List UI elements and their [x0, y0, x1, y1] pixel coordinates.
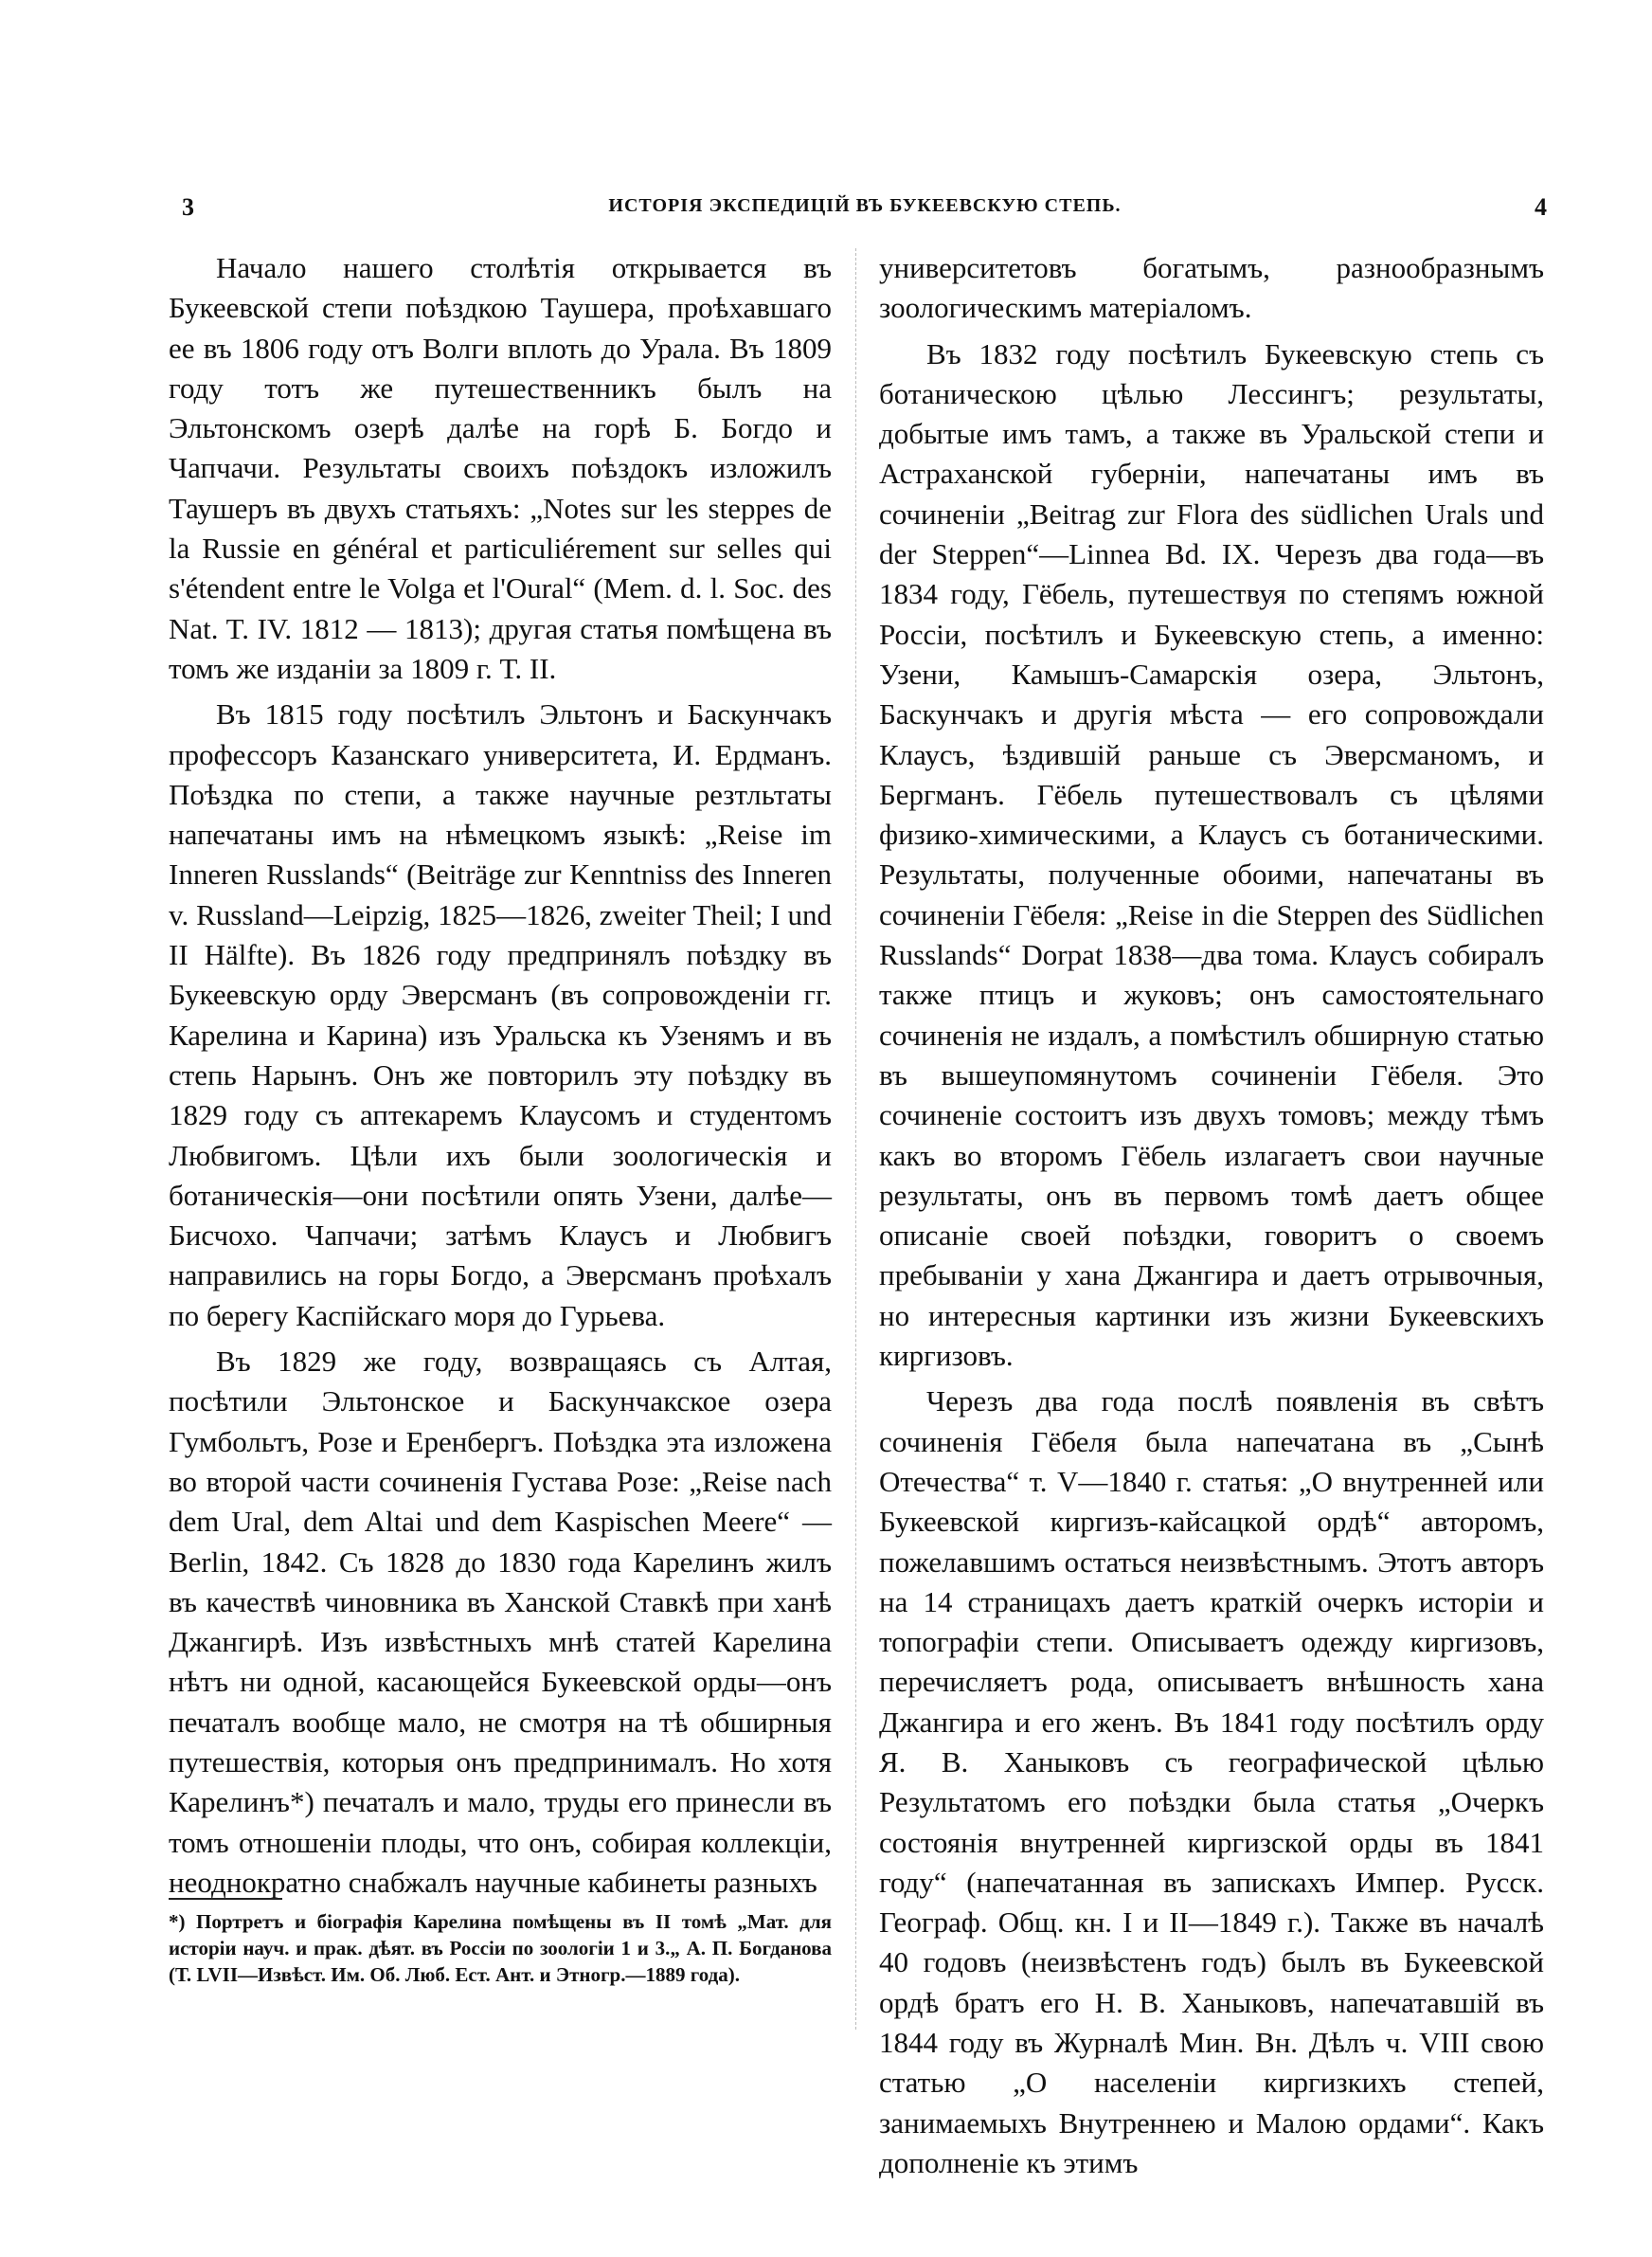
footnote-rule — [169, 1898, 282, 1900]
running-title: ИСТОРІЯ ЭКСПЕДИЦІЙ ВЪ БУКЕЕВСКУЮ СТЕПЬ. — [608, 195, 1122, 216]
column-divider — [855, 248, 856, 2030]
right-paragraph-1: университетовъ богатымъ, разнообразнымъ зоологическимъ матеріаломъ. — [879, 251, 1544, 325]
left-paragraph-3: Въ 1829 же году, возвращаясь съ Алтая, посѣтили Эльтонское и Баскунчакское озера Гумбольтъ, Розе и Еренбергъ. Поѣздка эта изложена во второй части сочиненія Густава Розе: „Reise nach dem Ural, dem Altai und dem Kaspischen Meere“ — Berlin, 1842. Съ 1828 до 1830 года Карелинъ жилъ въ качествѣ чиновника въ Ханской Ставкѣ при ханѣ Джангирѣ. Изъ извѣстныхъ мнѣ статей Карелина нѣтъ ни одной, касающейся Букеевской орды—онъ печаталъ вообще мало, не смотря на тѣ обширныя путешествія, которыя онъ предпринималъ. Но хотя Карелинъ*) печаталъ и мало, труды его принесли въ томъ отношеніи плоды, что онъ, собирая коллекціи, неоднократно снабжалъ научные кабинеты разныхъ — [169, 1345, 832, 1899]
running-header — [182, 193, 1548, 231]
footnote: *) Портретъ и біографія Карелина помѣщены въ II томѣ „Мат. для исторіи науч. и прак. дѣят. въ Россіи по зоологіи 1 и 3.„ А. П. Богданова (Т. LVII—Извѣст. Им. Об. Люб. Ест. Ант. и Этногр.—1889 года). — [169, 1910, 832, 1986]
page-number-left: 3 — [182, 193, 195, 221]
right-paragraph-2: Въ 1832 году посѣтилъ Букеевскую степь съ ботаническою цѣлью Лессингъ; результаты, добытые имъ тамъ, а также въ Уральской степи и Астраханской губерніи, напечатаны имъ въ сочиненіи „Beitrag zur Flora des südlichen Urals und der Steppen“—Linnea Bd. IX. Черезъ два года—въ 1834 году, Гёбель, путешествуя по степямъ южной Россіи, посѣтилъ и Букеевскую степь, а именно: Узени, Камышъ-Самарскія озера, Эльтонъ, Баскунчакъ и другія мѣста — его сопровождали Клаусъ, ѣздившій раньше съ Эверсманомъ, и Бергманъ. Гёбель путешествовалъ съ цѣлями физико-химическими, а Клаусъ съ ботаническими. Результаты, полученные обоими, напечатаны въ сочиненіи Гёбеля: „Reise in die Steppen des Südlichen Russlands“ Dorpat 1838—два тома. Клаусъ собиралъ также птицъ и жуковъ; онъ самостоятельнаго сочиненія не издалъ, а помѣстилъ обширную статью въ вышеупомянутомъ сочиненіи Гёбеля. Это сочиненіе состоитъ изъ двухъ томовъ; между тѣмъ какъ во второмъ Гёбель излагаетъ свои научные результаты, онъ въ первомъ томѣ даетъ общее описаніе своей поѣздки, говоритъ о своемъ пребываніи у хана Джангира и даетъ отрывочныя, но интересныя картинки изъ жизни Букеевскихъ киргизовъ. — [879, 336, 1544, 1373]
right-paragraph-3: Черезъ два года послѣ появленія въ свѣтъ сочиненія Гёбеля была напечатана въ „Сынѣ Отечества“ т. V—1840 г. статья: „О внутренней или Букеевской киргизъ-кайсацкой ордѣ“ авторомъ, пожелавшимъ остаться неизвѣстнымъ. Этотъ авторъ на 14 страницахъ даетъ краткій очеркъ исторіи и топографіи степи. Описываетъ одежду киргизовъ, перечисляетъ рода, описываетъ внѣшность хана Джангира и его женъ. Въ 1841 году посѣтилъ орду Я. В. Ханыковъ съ географической цѣлью Результатомъ его поѣздки была статья „Очеркъ состоянія внутренней киргизской орды въ 1841 году“ (напечатанная въ запискахъ Импер. Русск. Географ. Общ. кн. I и II—1849 г.). Также въ началѣ 40 годовъ (неизвѣстенъ годъ) былъ въ Букеевской ордѣ братъ его Н. В. Ханыковъ, напечатавшій въ 1844 году въ Журналѣ Мин. Вн. Дѣлъ ч. VIII свою статью „О населеніи киргизкихъ степей, занимаемыхъ Внутреннею и Малою ордами“. Какъ дополненіе къ этимъ — [879, 1384, 1544, 2179]
left-column — [169, 248, 832, 1903]
right-column — [879, 248, 1544, 2183]
left-paragraph-1: Начало нашего столѣтія открывается въ Букеевской степи поѣздкою Таушера, проѣхавшаго ее въ 1806 году отъ Волги вплоть до Урала. Въ 1809 году тотъ же путешественникъ былъ на Эльтонскомъ озерѣ далѣе на горѣ Б. Богдо и Чапчачи. Результаты своихъ поѣздокъ изложилъ Таушеръ въ двухъ статьяхъ: „Notes sur les steppes de la Russie en général et particuliérement sur selles qui s'étendent entre le Volga et l'Oural“ (Mem. d. l. Soc. des Nat. T. IV. 1812 — 1813); другая статья помѣщена въ томъ же изданіи за 1809 г. Т. II. — [169, 251, 832, 685]
page-number-right: 4 — [1535, 193, 1548, 221]
left-paragraph-2: Въ 1815 году посѣтилъ Эльтонъ и Баскунчакъ профессоръ Казанскаго университета, И. Ердманъ. Поѣздка по степи, а также научные резтльтаты напечатаны имъ на нѣмецкомъ языкѣ: „Reise im Inneren Russlands“ (Beiträge zur Kenntniss des Inneren v. Russland—Leipzig, 1825—1826, zweiter Theil; I und II Hälfte). Въ 1826 году предпринялъ поѣздку въ Букеевскую орду Эверсманъ (въ сопровожденіи гг. Карелина и Карина) изъ Уральска къ Узенямъ и въ степь Нарынъ. Онъ же повторилъ эту поѣздку въ 1829 году съ аптекаремъ Клаусомъ и студентомъ Любвигомъ. Цѣли ихъ были зоологическія и ботаническія—они посѣтили опять Узени, далѣе—Бисчохо. Чапчачи; затѣмъ Клаусъ и Любвигъ направились на горы Богдо, а Эверсманъ проѣхалъ по берегу Каспійскаго моря до Гурьева. — [169, 697, 832, 1332]
